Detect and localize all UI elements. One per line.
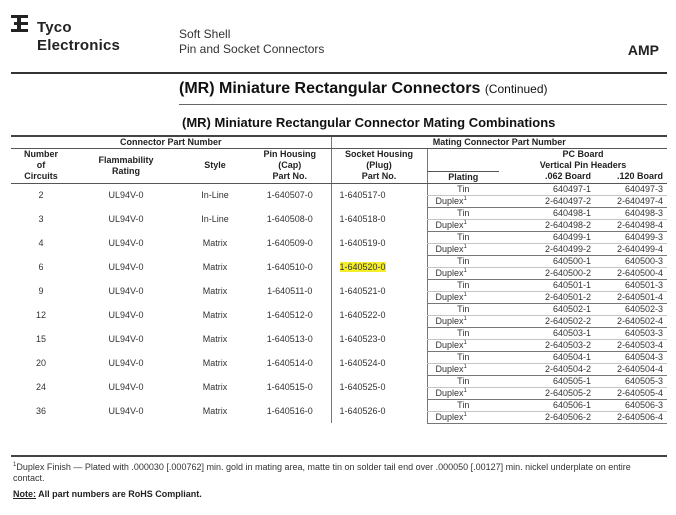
cell-062-tin: 640501-1 (499, 279, 595, 291)
cell-062-duplex: 2-640499-2 (499, 243, 595, 255)
cell-plating-tin: Tin (427, 279, 499, 291)
cell-062-duplex: 2-640506-2 (499, 411, 595, 423)
rohs-note (13, 489, 202, 499)
cell-style: Matrix (202, 381, 228, 392)
cell-062-tin: 640506-1 (499, 399, 595, 411)
table-title: (MR) Miniature Rectangular Connector Mating Combinations (182, 115, 556, 130)
socket-part-number: 1-640522-0 (339, 309, 386, 320)
cell-style: In-Line (201, 189, 229, 200)
cell-062-tin: 640502-1 (499, 303, 595, 315)
duplex-footnote-mark: 1 (463, 243, 467, 250)
cell-120-tin: 640506-3 (595, 399, 667, 411)
cell-plating-tin: Tin (427, 327, 499, 339)
header-category: Soft Shell (179, 27, 231, 41)
cell-circuits: 4 (38, 237, 44, 248)
socket-part-number: 1-640524-0 (339, 357, 386, 368)
duplex-footnote-mark: 1 (463, 291, 467, 298)
cell-pin-housing: 1-640513-0 (266, 333, 313, 344)
cell-062-duplex: 2-640502-2 (499, 315, 595, 327)
cell-062-duplex: 2-640500-2 (499, 267, 595, 279)
cell-style: Matrix (202, 261, 228, 272)
cell-062-tin: 640497-1 (499, 183, 595, 195)
cell-circuits: 36 (35, 405, 46, 416)
cell-plating-duplex: Duplex$^1$ (427, 363, 499, 375)
header-product-line: Pin and Socket Connectors (179, 42, 325, 56)
cell-062-tin: 640503-1 (499, 327, 595, 339)
cell-flammability: UL94V-0 (108, 237, 144, 248)
cell-flammability: UL94V-0 (108, 189, 144, 200)
cell-120-tin: 640497-3 (595, 183, 667, 195)
cell-120-duplex: 2-640505-4 (595, 387, 667, 399)
header-062-board: .062 Board (499, 171, 595, 183)
note-text: All part numbers are RoHS Compliant. (38, 489, 202, 499)
cell-120-tin: 640498-3 (595, 207, 667, 219)
cell-plating-duplex: Duplex$^1$ (427, 267, 499, 279)
cell-062-tin: 640505-1 (499, 375, 595, 387)
cell-circuits: 12 (35, 309, 46, 320)
cell-120-tin: 640501-3 (595, 279, 667, 291)
cell-pin-housing: 1-640508-0 (266, 213, 313, 224)
cell-circuits: 6 (38, 261, 44, 272)
socket-part-number: 1-640526-0 (339, 405, 386, 416)
footnote-mark: 1 (13, 462, 17, 468)
duplex-footnote-mark: 1 (463, 195, 467, 202)
cell-circuits: 15 (35, 333, 46, 344)
header-120-board: .120 Board (595, 171, 667, 183)
duplex-footnote-mark: 1 (463, 363, 467, 370)
cell-120-duplex: 2-640506-4 (595, 411, 667, 423)
duplex-footnote-mark: 1 (463, 411, 467, 418)
footnote-text: Duplex Finish — Plated with .000030 [.000762] min. gold in mating area, matte tin on solder tail end over .000050 [.00127] min. nickel underplate on entire contact. (13, 462, 631, 483)
table-row (11, 399, 667, 411)
cell-socket-housing (331, 231, 427, 255)
page-title-suffix: (Continued) (484, 82, 548, 96)
cell-120-tin: 640503-3 (595, 327, 667, 339)
table-row (11, 375, 667, 387)
cell-flammability: UL94V-0 (108, 261, 144, 272)
cell-style: Matrix (202, 309, 228, 320)
cell-plating-tin: Tin (427, 207, 499, 219)
cell-plating-duplex: Duplex$^1$ (427, 219, 499, 231)
header-plating: Plating (427, 171, 499, 183)
header-pc-board: PC Board (562, 149, 604, 159)
table-row (11, 327, 667, 339)
cell-style: Matrix (202, 333, 228, 344)
cell-circuits: 9 (38, 285, 44, 296)
footnote (13, 462, 663, 484)
cell-socket-housing (331, 207, 427, 231)
cell-062-duplex: 2-640504-2 (499, 363, 595, 375)
duplex-footnote-mark: 1 (463, 267, 467, 274)
cell-120-tin: 640502-3 (595, 303, 667, 315)
cell-062-duplex: 2-640501-2 (499, 291, 595, 303)
cell-plating-tin: Tin (427, 351, 499, 363)
cell-socket-housing (331, 375, 427, 399)
cell-socket-housing (331, 303, 427, 327)
cell-socket-housing (331, 183, 427, 207)
cell-062-tin: 640498-1 (499, 207, 595, 219)
brand-name-line2: Electronics (37, 37, 121, 54)
cell-120-duplex: 2-640503-4 (595, 339, 667, 351)
table-row (11, 351, 667, 363)
cell-plating-tin: Tin (427, 183, 499, 195)
cell-plating-tin: Tin (427, 231, 499, 243)
cell-circuits: 20 (35, 357, 46, 368)
cell-120-tin: 640504-3 (595, 351, 667, 363)
note-label: Note: (13, 489, 36, 499)
socket-part-number: 1-640518-0 (339, 213, 386, 224)
cell-120-duplex: 2-640502-4 (595, 315, 667, 327)
brand-name-line1: Tyco (37, 19, 72, 36)
cell-pin-housing: 1-640511-0 (267, 285, 313, 296)
cell-circuits: 2 (38, 189, 44, 200)
cell-plating-duplex: Duplex$^1$ (427, 291, 499, 303)
cell-120-duplex: 2-640498-4 (595, 219, 667, 231)
cell-style: Matrix (202, 285, 228, 296)
cell-flammability: UL94V-0 (108, 285, 144, 296)
cell-120-tin: 640499-3 (595, 231, 667, 243)
cell-flammability: UL94V-0 (108, 357, 144, 368)
header-rule (11, 72, 667, 74)
title-rule (179, 104, 667, 105)
cell-120-duplex: 2-640499-4 (595, 243, 667, 255)
cell-120-tin: 640500-3 (595, 255, 667, 267)
socket-part-number: 1-640523-0 (339, 333, 386, 344)
cell-flammability: UL94V-0 (108, 213, 144, 224)
cell-socket-housing (331, 327, 427, 351)
cell-socket-housing (331, 255, 427, 279)
header-flammability: Flammability Rating (71, 149, 181, 184)
table-row (11, 303, 667, 315)
cell-120-duplex: 2-640504-4 (595, 363, 667, 375)
duplex-footnote-mark: 1 (463, 315, 467, 322)
cell-pin-housing: 1-640515-0 (266, 381, 313, 392)
socket-part-number: 1-640520-0 (339, 261, 386, 272)
cell-062-duplex: 2-640497-2 (499, 195, 595, 207)
header-vertical-pin: Vertical Pin Headers (539, 160, 627, 170)
cell-plating-tin: Tin (427, 255, 499, 267)
cell-pin-housing: 1-640507-0 (266, 189, 313, 200)
cell-flammability: UL94V-0 (108, 333, 144, 344)
mating-combinations-table (11, 135, 667, 424)
cell-plating-duplex: Duplex$^1$ (427, 387, 499, 399)
cell-062-tin: 640504-1 (499, 351, 595, 363)
cell-plating-duplex: Duplex$^1$ (427, 195, 499, 207)
cell-flammability: UL94V-0 (108, 405, 144, 416)
cell-pin-housing: 1-640510-0 (266, 261, 313, 272)
cell-120-duplex: 2-640497-4 (595, 195, 667, 207)
duplex-footnote-mark: 1 (463, 219, 467, 226)
socket-part-number: 1-640517-0 (339, 189, 386, 200)
header-socket-housing: Socket Housing (Plug) Part No. (331, 149, 427, 184)
tyco-logo-icon (11, 14, 33, 34)
table-row (11, 279, 667, 291)
cell-062-duplex: 2-640505-2 (499, 387, 595, 399)
header-plating-spacer (427, 149, 499, 172)
group-header-mating: Mating Connector Part Number (331, 136, 667, 149)
socket-part-number: 1-640521-0 (339, 285, 386, 296)
cell-plating-duplex: Duplex$^1$ (427, 339, 499, 351)
header-circuits: Number of Circuits (11, 149, 71, 184)
header-style: Style (181, 149, 249, 184)
cell-plating-duplex: Duplex$^1$ (427, 243, 499, 255)
cell-pin-housing: 1-640512-0 (266, 309, 313, 320)
table-body (11, 183, 667, 423)
cell-circuits: 24 (35, 381, 46, 392)
cell-style: Matrix (202, 405, 228, 416)
cell-062-tin: 640500-1 (499, 255, 595, 267)
duplex-footnote-mark: 1 (463, 387, 467, 394)
page-title-main: (MR) Miniature Rectangular Connectors (179, 80, 481, 97)
cell-style: In-Line (201, 213, 229, 224)
cell-plating-tin: Tin (427, 375, 499, 387)
socket-part-number: 1-640519-0 (339, 237, 386, 248)
table-row (11, 207, 667, 219)
cell-062-duplex: 2-640503-2 (499, 339, 595, 351)
table-bottom-rule (11, 455, 667, 457)
cell-plating-tin: Tin (427, 399, 499, 411)
header-pin-housing: Pin Housing (Cap) Part No. (249, 149, 331, 184)
socket-part-number: 1-640525-0 (339, 381, 386, 392)
cell-pin-housing: 1-640514-0 (266, 357, 313, 368)
cell-pin-housing: 1-640509-0 (266, 237, 313, 248)
cell-circuits: 3 (38, 213, 44, 224)
cell-plating-duplex: Duplex$^1$ (427, 315, 499, 327)
amp-brand: AMP (627, 42, 659, 58)
cell-120-duplex: 2-640501-4 (595, 291, 667, 303)
cell-socket-housing (331, 399, 427, 423)
duplex-footnote-mark: 1 (463, 339, 467, 346)
table-row (11, 183, 667, 195)
cell-socket-housing (331, 351, 427, 375)
cell-120-duplex: 2-640500-4 (595, 267, 667, 279)
cell-socket-housing (331, 279, 427, 303)
cell-style: Matrix (202, 357, 228, 368)
cell-flammability: UL94V-0 (108, 381, 144, 392)
cell-120-tin: 640505-3 (595, 375, 667, 387)
cell-style: Matrix (202, 237, 228, 248)
group-header-connector: Connector Part Number (11, 136, 331, 149)
cell-062-tin: 640499-1 (499, 231, 595, 243)
table-row (11, 255, 667, 267)
cell-plating-tin: Tin (427, 303, 499, 315)
page-title (179, 80, 548, 98)
table-row (11, 231, 667, 243)
cell-flammability: UL94V-0 (108, 309, 144, 320)
cell-pin-housing: 1-640516-0 (266, 405, 313, 416)
cell-plating-duplex: Duplex$^1$ (427, 411, 499, 423)
cell-062-duplex: 2-640498-2 (499, 219, 595, 231)
